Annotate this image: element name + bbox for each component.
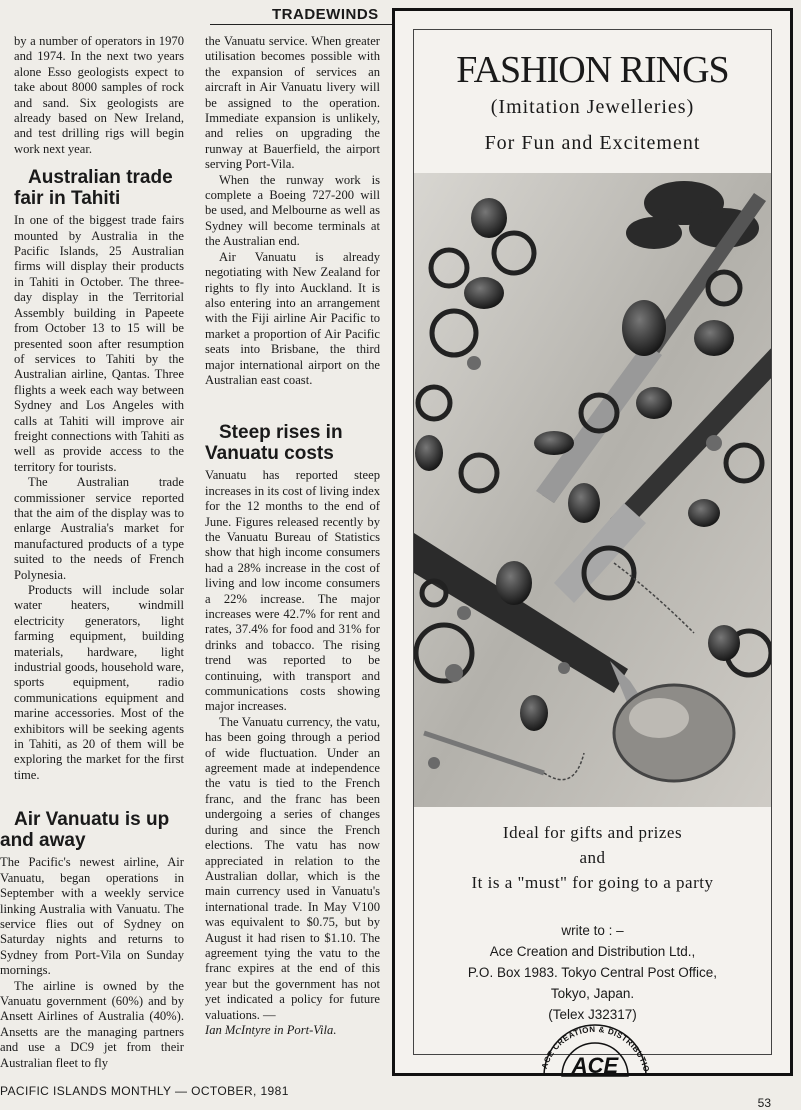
article-paragraph: The Pacific's newest airline, Air Vanuatu, began operations in September with a weekly service linking Australia with Vanuatu. The service flies out of Sydney on Saturday nights and returns to Sydney from Port-Vila on Sunday mornings.	[0, 855, 184, 978]
contact-po-box: P.O. Box 1983. Tokyo Central Post Office,	[467, 965, 718, 980]
article-paragraph: the Vanuatu service. When greater utilisation becomes possible with the expansion of services an aircraft in Air Vanuatu livery will be assigned to the operation. Immediate expansion is unlikely, and relies on upgrading the runway at Bauerfield, the airport serving Port-Vila.	[205, 34, 380, 172]
contact-telex: (Telex J32317)	[548, 1007, 637, 1022]
headline-vanuatu-costs: Steep rises in Vanuatu costs	[205, 422, 343, 465]
intro-paragraph: by a number of operators in 1970 and 1974. In the next two years alone Esso geologists expect to take about 8000 samples of rock and sand. Six geologists are already based on New Ireland, and test drilling rigs will begin work next year.	[14, 34, 184, 156]
contact-write-to: write to : –	[561, 923, 624, 938]
section-tag: TRADEWINDS	[272, 6, 379, 23]
article-paragraph: The airline is owned by the Vanuatu government (60%) and by Ansett Airlines of Australia (40%). Ansetts are the managing partners and use a DC9 jet from their Australian fleet to fly	[0, 978, 184, 1070]
article-paragraph: The Vanuatu currency, the vatu, has been going through a period of wide fluctuation. Under an agreement made at independence the vatu is tied to the French franc, and the franc has been undergoing a series of changes during and since the French elections. The vatu has now appreciated in relation to the Australian dollar, which is the main currency used in Vanuatu's international trade. In May V100 was equivalent to $0.75, but by August it had risen to $1.10. The agreement tying the vatu to the franc expires at the end of this year but the government has not yet indicated a policy for future valuations. —	[205, 714, 380, 1022]
byline: Ian McIntyre in Port-Vila.	[205, 1022, 337, 1037]
article-paragraph: Vanuatu has reported steep increases in its cost of living index for the 12 months to the end of June. Figures released recently by the Vanuatu Bureau of Statistics show that high income consumers had a 28% increase in the cost of living and low income consumers a 22% increase. The major increases were 42.7% for rent and rates, 37.4% for food and 31% for drinks and tobacco. The rising trend was reported to be continuing, with transport and communications costs showing major increases.	[205, 468, 380, 714]
article-paragraph: The Australian trade commissioner service reported that the aim of the display was to enlarge Australia's market for manufactured products of a type suited to the needs of French Polynesia.	[14, 475, 184, 582]
jewellery-photo	[414, 173, 771, 807]
article-paragraph: Products will include solar water heaters, windmill electricity generators, light farming equipment, building materials, hardware, light industrial goods, household ware, sports equipment, radio communications equipment and marine accessories. Most of the exhibitors will be seeking agents in Tahiti, as 20 of them will be exploring the market for the first time.	[14, 583, 184, 782]
contact-company: Ace Creation and Distribution Ltd.,	[489, 944, 696, 959]
svg-text:ACE: ACE	[571, 1053, 619, 1078]
ad-line-party: It is a "must" for going to a party	[471, 873, 714, 892]
article-paragraph: When the runway work is complete a Boeing 727-200 will be used, and Melbourne as well as Sydney will become terminals at the Australian end.	[205, 172, 380, 249]
ad-frame	[413, 29, 772, 1078]
article-paragraph: In one of the biggest trade fairs mounted by Australia in the Pacific Islands, 25 Australian firms will display their products in Tahiti in October. The three-day display in the Territorial Assembly building in Papeete from October 13 to 15 will be presented soon after resumption of services to Tahiti by the Australian airline, Qantas. Three flights a week each way between Sydney and Los Angeles with calls at Tahiti will improve air freight connections with Tahiti as well as provide access to the territory for tourists.	[14, 213, 184, 474]
ad-line-and: and	[579, 848, 606, 867]
page-number: 53	[757, 1096, 771, 1110]
header-rule	[210, 24, 394, 25]
column-2	[205, 34, 380, 1038]
contact-city: Tokyo, Japan.	[550, 986, 635, 1001]
ad-subtitle: (Imitation Jewelleries)	[490, 96, 695, 118]
publication-footer: PACIFIC ISLANDS MONTHLY — OCTOBER, 1981	[0, 1084, 289, 1098]
column-1	[0, 34, 184, 1071]
headline-trade-fair: Australian trade fair in Tahiti	[14, 167, 173, 210]
svg-text:ACE CREATION & DISTRIBUTION LT: ACE CREATION & DISTRIBUTIO	[539, 1024, 652, 1074]
ad-title: FASHION RINGS	[456, 49, 729, 91]
ad-line-gifts: Ideal for gifts and prizes	[502, 823, 683, 842]
ace-logo-icon	[534, 1010, 656, 1080]
ad-tagline: For Fun and Excitement	[484, 132, 701, 154]
headline-air-vanuatu: Air Vanuatu is up and away	[0, 809, 170, 852]
article-paragraph: Air Vanuatu is already negotiating with New Zealand for rights to fly into Auckland. It is also entering into an arrangement with the Fiji airline Air Pacific to market a proportion of Air Pacific seats into Brisbane, the third major international airport on the Australian east coast.	[205, 249, 380, 387]
advertisement	[392, 8, 793, 1076]
